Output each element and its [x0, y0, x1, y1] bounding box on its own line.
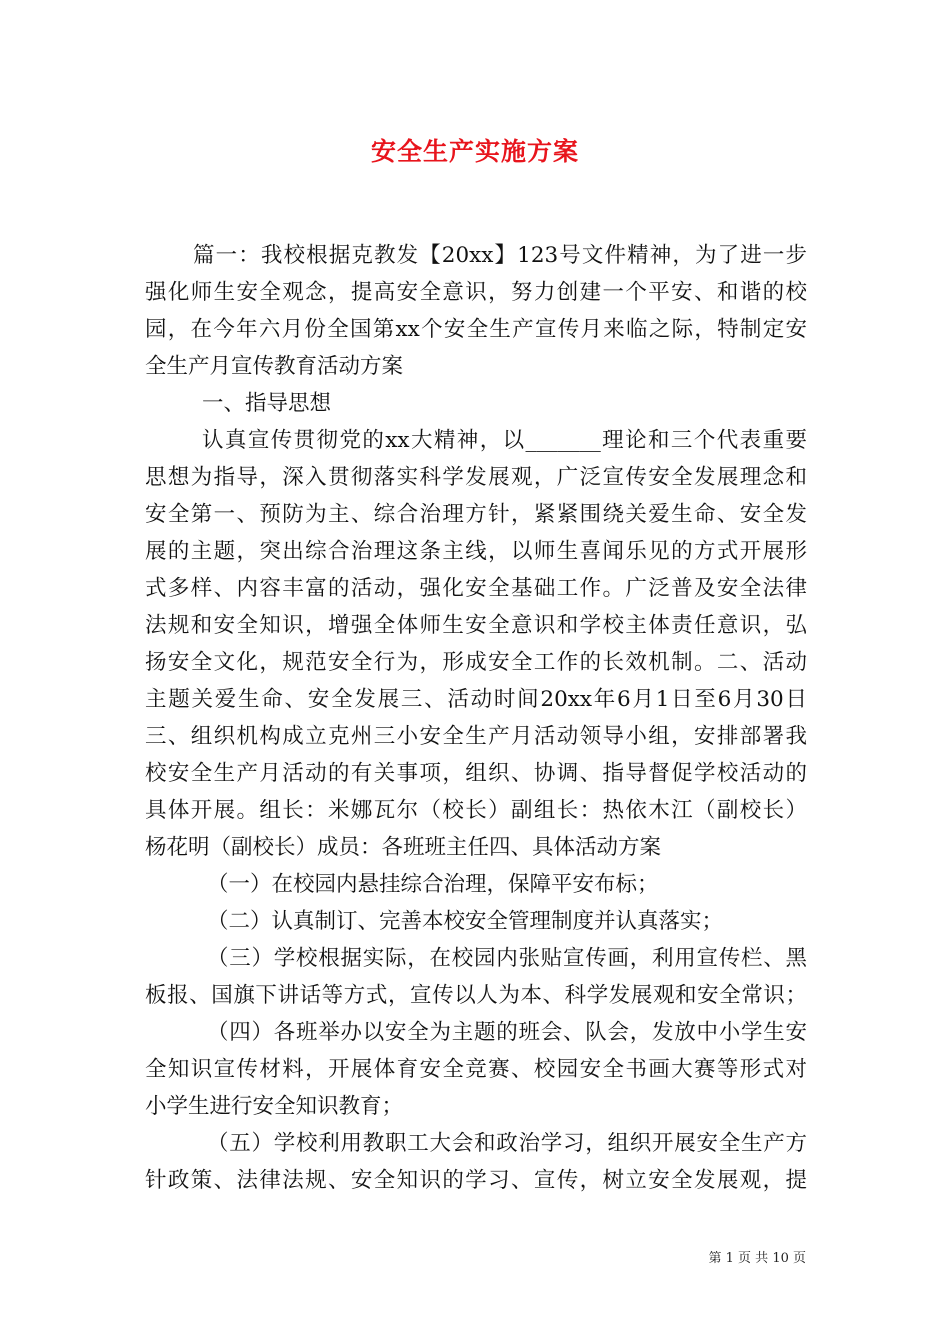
paragraph-line: 杨花明（副校长）成员：各班班主任四、具体活动方案: [145, 835, 662, 860]
paragraph-line: 针政策、法律法规、安全知识的学习、宣传，树立安全发展观，提: [145, 1168, 807, 1193]
list-item: （一）在校园内悬挂综合治理，保障平安布标；: [207, 872, 659, 897]
paragraph-line: 法规和安全知识，增强全体师生安全意识和学校主体责任意识，弘: [145, 613, 807, 638]
list-item: （二）认真制订、完善本校安全管理制度并认真落实；: [207, 909, 724, 934]
list-item: （三）学校根据实际，在校园内张贴宣传画，利用宣传栏、黑: [207, 946, 807, 971]
paragraph-line: 小学生进行安全知识教育；: [145, 1094, 404, 1119]
section-heading: 一、指导思想: [202, 391, 332, 416]
page-number: 第 1 页 共 10 页: [708, 1251, 806, 1266]
document-body: [145, 237, 807, 1199]
paragraph-line: 全生产月宣传教育活动方案: [145, 354, 404, 379]
paragraph-line: 安全第一、预防为主、综合治理方针，紧紧围绕关爱生命、安全发: [145, 502, 807, 527]
paragraph-line: 展的主题，突出综合治理这条主线，以师生喜闻乐见的方式开展形: [145, 539, 807, 564]
paragraph-line: 篇一：我校根据克教发【20xx】123号文件精神，为了进一步: [193, 243, 807, 268]
paragraph-line: 园，在今年六月份全国第xx个安全生产宣传月来临之际，特制定安: [145, 317, 807, 342]
paragraph-line: 认真宣传贯彻党的xx大精神，以_______理论和三个代表重要: [202, 428, 807, 453]
paragraph-line: 扬安全文化，规范安全行为，形成安全工作的长效机制。二、活动: [145, 650, 807, 675]
paragraph-line: 全知识宣传材料，开展体育安全竞赛、校园安全书画大赛等形式对: [145, 1057, 807, 1082]
list-item: （五）学校利用教职工大会和政治学习，组织开展安全生产方: [207, 1131, 807, 1156]
document-title: 安全生产实施方案: [370, 137, 579, 166]
list-item: （四）各班举办以安全为主题的班会、队会，发放中小学生安: [207, 1020, 807, 1045]
paragraph-line: 式多样、内容丰富的活动，强化安全基础工作。广泛普及安全法律: [145, 576, 807, 601]
paragraph-line: 强化师生安全观念，提高安全意识，努力创建一个平安、和谐的校: [145, 280, 807, 305]
paragraph-line: 板报、国旗下讲话等方式，宣传以人为本、科学发展观和安全常识；: [145, 983, 807, 1008]
paragraph-line: 思想为指导，深入贯彻落实科学发展观，广泛宣传安全发展理念和: [145, 465, 807, 490]
paragraph-line: 具体开展。组长：米娜瓦尔（校长）副组长：热依木江（副校长）: [145, 798, 807, 823]
paragraph-line: 三、组织机构成立克州三小安全生产月活动领导小组，安排部署我: [145, 724, 807, 749]
paragraph-line: 校安全生产月活动的有关事项，组织、协调、指导督促学校活动的: [145, 761, 807, 786]
paragraph-line: 主题关爱生命、安全发展三、活动时间20xx年6月1日至6月30日: [145, 687, 807, 712]
